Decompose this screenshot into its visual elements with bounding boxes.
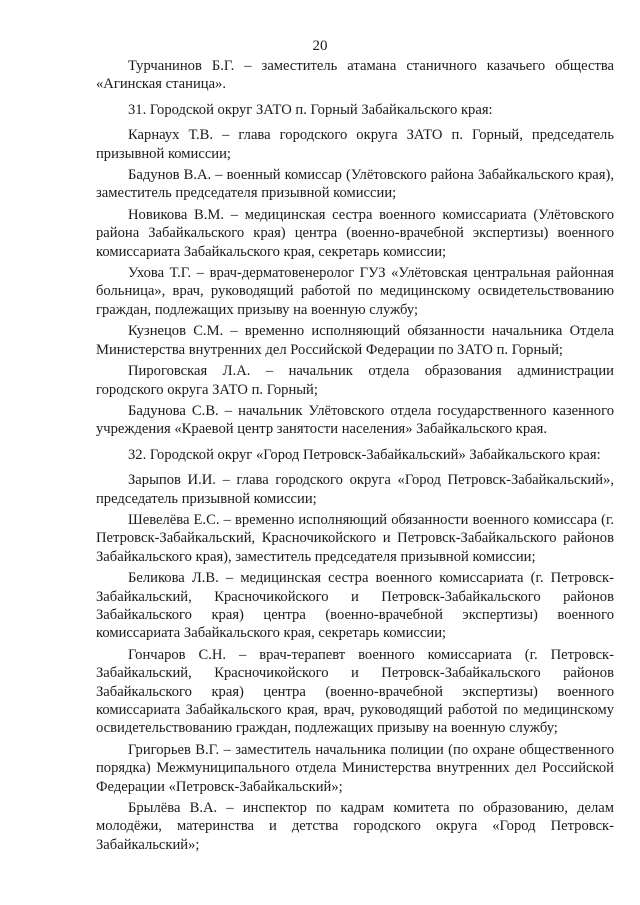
member-entry: Гончаров С.Н. – врач-терапевт военного комиссариата (г. Петровск-Забайкальский, Красночикойского и Петровск-Забайкальского районов Забайкальского края) центра (военно-врачебной экспертизы) военного комиссариата Забайкальского края, врач, руководящий работой по медицинскому освидетельствованию граждан, подлежащих призыву на военную службу; [96, 646, 614, 737]
member-entry: Новикова В.М. – медицинская сестра военного комиссариата (Улётовского района Забайкальского края) центра (военно-врачебной экспертизы) военного комиссариата Забайкальского края, секретарь комиссии; [96, 206, 614, 260]
member-entry: Брылёва В.А. – инспектор по кадрам комитета по образованию, делам молодёжи, материнства и детства городского округа «Город Петровск-Забайкальский»; [96, 800, 614, 853]
section-heading-31: 31. Городской округ ЗАТО п. Горный Забайкальского края: [128, 101, 493, 118]
member-entry: Кузнецов С.М. – временно исполняющий обязанности начальника Отдела Министерства внутренних дел Российской Федерации по ЗАТО п. Горный; [96, 323, 614, 358]
member-entry: Бадунов В.А. – военный комиссар (Улётовского района Забайкальского края), заместитель председателя призывной комиссии; [96, 167, 614, 202]
member-entry: Зарыпов И.И. – глава городского округа «Город Петровск-Забайкальский», председатель призывной комиссии; [96, 472, 614, 507]
member-entry: Беликова Л.В. – медицинская сестра военного комиссариата (г. Петровск-Забайкальский, Красночикойского и Петровск-Забайкальского районов Забайкальского края) центра (военно-врачебной экспертизы) военного комиссариата Забайкальского края, секретарь комиссии; [96, 570, 614, 642]
member-entry: Карнаух Т.В. – глава городского округа ЗАТО п. Горный, председатель призывной комиссии; [96, 127, 614, 162]
paragraph-continuation: Турчанинов Б.Г. – заместитель атамана станичного казачьего общества «Агинская станица». [96, 58, 614, 93]
member-entry: Бадунова С.В. – начальник Улётовского отдела государственного казенного учреждения «Краевой центр занятости населения» Забайкальского края. [96, 402, 614, 438]
page-number: 20 [312, 38, 328, 54]
document-body [96, 57, 614, 857]
member-entry: Григорьев В.Г. – заместитель начальника полиции (по охране общественного порядка) Межмуниципального отдела Министерства внутренних дел Российской Федерации «Петровск-Забайкальский»; [96, 741, 614, 795]
section-heading-32: 32. Городской округ «Город Петровск-Забайкальский» Забайкальского края: [128, 446, 601, 463]
member-entry: Ухова Т.Г. – врач-дерматовенеролог ГУЗ «Улётовская центральная районная больница», врач, руководящий работой по медицинскому освидетельствованию граждан, подлежащих призыву на военную службу; [96, 265, 614, 318]
member-entry: Пироговская Л.А. – начальник отдела образования администрации городского округа ЗАТО п. Горный; [96, 363, 614, 398]
member-entry: Шевелёва Е.С. – временно исполняющий обязанности военного комиссара (г. Петровск-Забайкальский, Красночикойского и Петровск-Забайкальского районов Забайкальского края), заместитель председателя призывной комиссии; [96, 511, 614, 565]
